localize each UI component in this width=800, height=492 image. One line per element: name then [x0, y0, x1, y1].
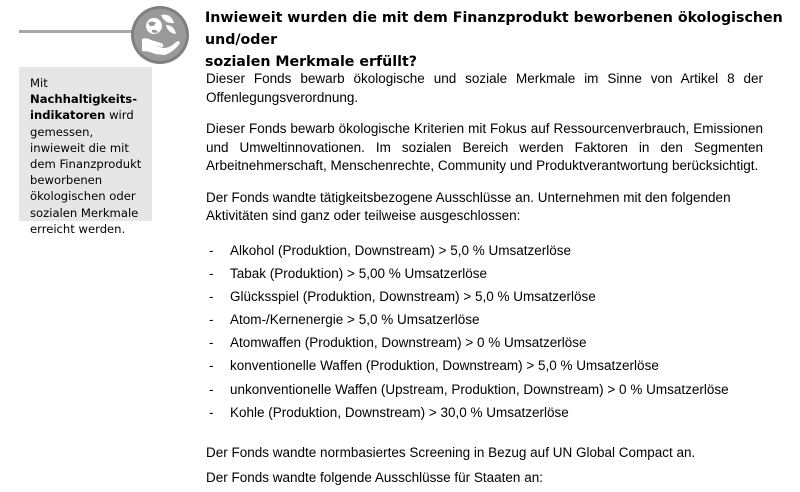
section-title: Inwieweit wurden die mit dem Finanzprodukt beworbenen ökologischen und/oder sozialen Merkmale erfüllt? [205, 10, 783, 70]
paragraph-state-exclusions: Der Fonds wandte folgende Ausschlüsse für Staaten an: [206, 469, 543, 485]
list-item: - Atomwaffen (Produktion, Downstream) > 0 % Umsatzerlöse [209, 335, 587, 351]
list-item: - Tabak (Produktion) > 5,00 % Umsatzerlöse [209, 265, 487, 281]
list-item: - Glücksspiel (Produktion, Downstream) > 5,0 % Umsatzerlöse [209, 288, 596, 304]
sustainability-hand-globe-icon [130, 5, 190, 65]
exclusion-list [206, 241, 763, 427]
sidebar-info-box [19, 67, 152, 236]
paragraph-norm-screening: Der Fonds wandte normbasiertes Screening in Bezug auf UN Global Compact an. [206, 445, 696, 460]
list-item: - unkonventionelle Waffen (Upstream, Produktion, Downstream) > 0 % Umsatzerlöse [209, 381, 729, 397]
paragraph-ecological-criteria: Dieser Fonds bewarb ökologische Kriterien mit Fokus auf Ressourcenverbrauch, Emissionen und Umweltinnovationen. Im sozialen Bereich werden Faktoren in den Segmenten Arbeitnehmerschaft, Menschenrechte, Community und Produktverantwortung berücksichtigt. [206, 121, 763, 173]
list-item: - Atom-/Kernenergie > 5,0 % Umsatzerlöse [209, 312, 480, 328]
header-divider-line [19, 30, 137, 33]
paragraph-exclusions-intro: Der Fonds wandte tätigkeitsbezogene Ausschlüsse an. Unternehmen mit den folgenden Aktivitäten sind ganz oder teilweise ausgeschlossen: [206, 189, 731, 223]
paragraph-article-8: Dieser Fonds bewarb ökologische und soziale Merkmale im Sinne von Artikel 8 der Offenlegungsverordnung. [206, 71, 763, 105]
list-item: - Kohle (Produktion, Downstream) > 30,0 % Umsatzerlöse [209, 404, 569, 420]
list-item: - Alkohol (Produktion, Downstream) > 5,0 % Umsatzerlöse [209, 242, 572, 258]
sidebar-text: Mit Nachhaltigkeits- indikatoren wird gemessen, inwieweit die mit dem Finanzprodukt beworbenen ökologischen oder sozialen Merkmale erreicht werden. [30, 76, 142, 236]
main-content [206, 70, 763, 487]
list-item: - konventionelle Waffen (Produktion, Downstream) > 5,0 % Umsatzerlöse [209, 358, 659, 374]
